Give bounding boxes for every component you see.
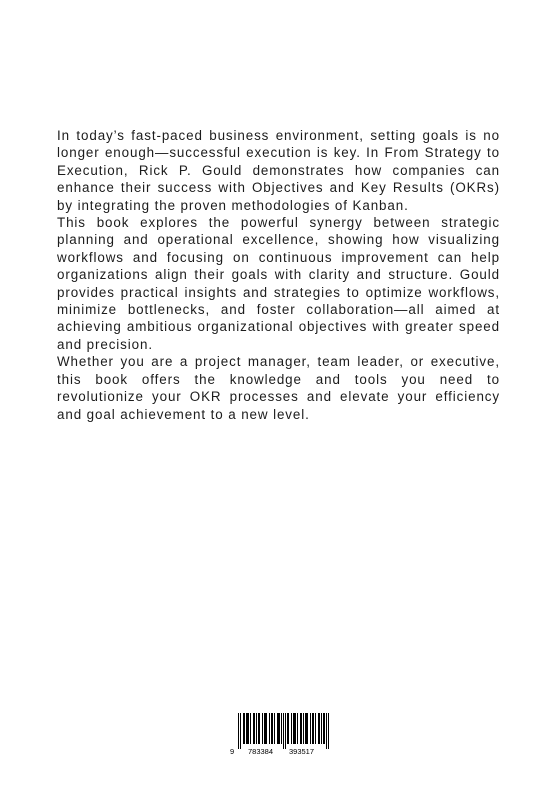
barcode-bar xyxy=(278,713,279,744)
barcode-bar xyxy=(264,713,265,744)
barcode-bar xyxy=(250,713,251,744)
barcode-bar xyxy=(323,713,324,744)
barcode-bar xyxy=(285,713,286,749)
barcode-bar xyxy=(244,713,245,744)
barcode-bar xyxy=(287,713,288,744)
barcode-bar xyxy=(324,713,325,744)
barcode-bar xyxy=(319,713,320,744)
barcode-bar xyxy=(279,713,280,744)
barcode-bar xyxy=(295,713,296,744)
barcode-bar xyxy=(328,713,329,749)
barcode-bar xyxy=(318,713,319,744)
barcode-bar xyxy=(281,713,282,744)
barcode-bar xyxy=(283,713,284,749)
barcode-bar xyxy=(254,713,255,744)
barcode-bar xyxy=(306,713,307,744)
barcode-bar xyxy=(321,713,322,744)
barcode-bar xyxy=(293,713,294,744)
blurb-paragraph-1: In today’s fast-paced business environment, setting goals is no longer enough—successful execution is key. In From Strategy to Execution, Rick P. Gould demonstrates how companies can enhance their success with Objectives and Key Results (OKRs) by integrating the proven methodologies of Kanban. xyxy=(57,128,500,213)
barcode-bar xyxy=(313,713,314,744)
barcode-bar xyxy=(262,713,263,744)
barcode-bar xyxy=(238,713,239,749)
barcode-bar xyxy=(256,713,257,744)
barcode-bar xyxy=(305,713,306,744)
barcode-bar xyxy=(258,713,259,744)
barcode-bar xyxy=(300,713,301,744)
barcode-bar xyxy=(265,713,266,744)
barcode-bar xyxy=(246,713,247,744)
barcode-bar xyxy=(301,713,302,744)
barcode-bar xyxy=(272,713,273,744)
barcode-bar xyxy=(315,713,316,744)
barcode-bar xyxy=(271,713,272,744)
barcode-bar xyxy=(247,713,248,744)
barcode-bar xyxy=(307,713,308,744)
barcode-bar xyxy=(248,713,249,744)
barcode-left-digits: 783384 xyxy=(248,747,274,756)
barcode-lead-digit: 9 xyxy=(230,747,235,756)
blurb-paragraph-2: This book explores the powerful synergy between strategic planning and operational excellence, showing how visualizing workflows and focusing on continuous improvement can help organizations align their goals with clarity and structure. Gould provides practical insights and strategies to optimize workflows, minimize bottlenecks, and foster collaboration—all aimed at achieving ambitious organizational objectives with greater speed and precision. xyxy=(57,215,500,352)
barcode-bar xyxy=(240,713,241,749)
barcode-graphic xyxy=(229,712,333,756)
barcode-bar xyxy=(253,713,254,744)
barcode-bar xyxy=(310,713,311,744)
barcode-bar xyxy=(274,713,275,744)
barcode-bar xyxy=(243,713,244,744)
barcode-bar xyxy=(259,713,260,744)
barcode-bar xyxy=(312,713,313,744)
blurb-paragraph-3: Whether you are a project manager, team leader, or executive, this book offers the knowledge and tools you need to revolutionize your OKR processes and elevate your efficiency and goal achievement to a new level. xyxy=(57,354,500,422)
barcode-bar xyxy=(288,713,289,744)
barcode-bar xyxy=(326,713,327,749)
barcode-bar xyxy=(291,713,292,744)
isbn-barcode xyxy=(229,712,333,756)
barcode-bar xyxy=(303,713,304,744)
barcode-bar xyxy=(297,713,298,744)
barcode-bar xyxy=(277,713,278,744)
barcode-bar xyxy=(266,713,267,744)
blurb-text xyxy=(57,127,500,423)
barcode-bar xyxy=(294,713,295,744)
barcode-bar xyxy=(269,713,270,744)
barcode-right-digits: 393517 xyxy=(289,747,315,756)
